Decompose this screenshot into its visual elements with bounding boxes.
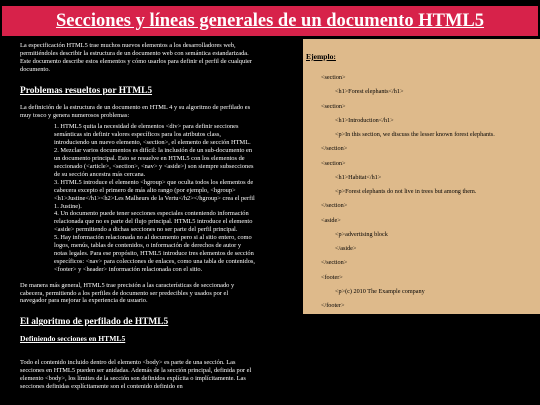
list-item: 5. Hay información relacionada no al documento pero si al sitio entero, como logos, menús, tablas de contenidos, o información de derechos de autor y notas legales. Para ese propósito, HTML5 introduce tres elementos de sección específicos: <nav> para colecciones de enlaces, como una tabla de contenidos, <footer> y <header> información relacionada con el sitio. (54, 234, 255, 273)
example-title: Ejemplo: (306, 52, 336, 61)
code-line: <section> (321, 159, 346, 167)
code-line: <aside> (321, 216, 341, 224)
problems-heading: Problemas resueltos por HTML5 (20, 85, 153, 96)
code-line: <h1>Introduction</h1> (335, 116, 394, 124)
algorithm-heading: El algoritmo de perfilado de HTML5 (20, 317, 169, 328)
code-line: <p>Forest elephants do not live in trees but among them. (335, 188, 477, 195)
intro-paragraph: La especificación HTML5 trae muchos nuevos elementos a los desarrolladores web, permitiéndoles describir la estructura de un documento web con semántica estandarizada. Este documento describe estos elementos y cómo usarlos para definir el perfil de cualquier documento. (20, 42, 252, 73)
code-line: <section> (321, 102, 346, 110)
code-line: <footer> (321, 273, 343, 281)
main-content (20, 42, 256, 391)
list-item: 3. HTML5 introduce el elemento <hgroup> que oculta todos los elementos de cabecera excepto el primero de más alto rango (por ejemplo, <hgroup><h1>Justine</h1><h2>Les Malheurs de la Vertu</h2></hgroup> crea el perfil 1. Justine). (54, 178, 255, 210)
list-item: 2. Mezclar varios documentos es difícil: la inclusión de un sub-documento en un documento principal. Esto se resuelve en HTML5 con los elementos de seccionado (<article>, <section>, <nav> y <aside>) son siempre subsecciones de su sección ancestra más cercana. (54, 147, 254, 178)
sections-paragraph: Todo el contenido incluido dentro del elemento <body> es parte de una sección. Las secciones en HTML5 pueden ser anidadas. Además de la sección principal, definida por el elemento <body>, los límites de la sección son definidos explícita o implícitamente. Las secciones definidas explícitamente son el contenido definido en (20, 359, 252, 391)
code-line: <section> (321, 74, 346, 81)
code-line: </aside> (335, 245, 357, 252)
code-line: </section> (321, 202, 348, 210)
problems-list (20, 123, 256, 273)
problems-closing: De manera más general, HTML5 trae precisión a las características de seccionado y cabecera, permitiendo a los perfiles de documento ser predecibles y usados por el navegador para mejorar la experiencia de usuario. (20, 281, 235, 305)
code-line: </footer> (321, 302, 345, 309)
title-banner (2, 6, 538, 36)
code-line: <h1>Forest elephants</h1> (335, 88, 404, 96)
list-item: 1. HTML5 quita la necesidad de elementos <div> para definir secciones semánticas sin definir valores específicos para los atributos class, introduciendo un nuevo elemento, <section>, el elemento de sección HTML. (54, 123, 251, 147)
code-line: </section> (321, 145, 348, 153)
list-item: 4. Un documento puede tener secciones especiales conteniendo información relacionada que no es parte del flujo principal. HTML5 introduce el elemento <aside> permitiendo a dichas secciones no ser parte del perfil principal. (54, 210, 253, 234)
code-line: <h1>Habitat</h1> (335, 173, 382, 181)
example-code (303, 71, 540, 313)
page-title: Secciones y líneas generales de un documento HTML5 (55, 10, 485, 31)
example-box (303, 39, 540, 314)
code-line: <p>advertising block (335, 230, 388, 238)
problems-definition: La definición de la estructura de un documento en HTML 4 y su algoritmo de perfilado es muy tosco y genera numerosos problemas: (20, 103, 251, 119)
code-line: <p>(c) 2010 The Example company (335, 287, 425, 295)
sections-subheading: Definiendo secciones en HTML5 (20, 334, 126, 344)
code-line: </section> (321, 259, 348, 267)
code-line: <p>In this section, we discuss the lesser known forest elephants. (335, 131, 495, 138)
